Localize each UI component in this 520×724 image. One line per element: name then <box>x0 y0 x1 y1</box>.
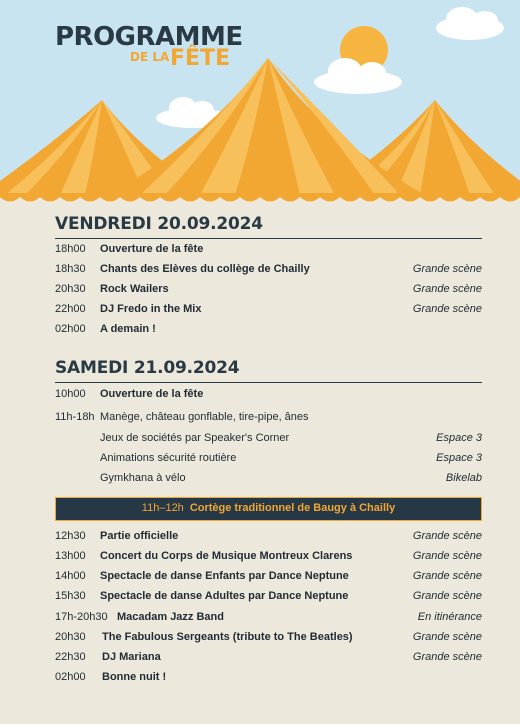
banner-label: Cortège traditionnel de Baugy à Chailly <box>189 502 396 514</box>
event-label: Macadam Jazz Band <box>117 611 224 623</box>
venue: Espace 3 <box>436 432 482 444</box>
venue: Bikelab <box>445 472 482 484</box>
venue: Grande scène <box>412 283 482 295</box>
schedule-row <box>55 260 482 278</box>
schedule-row <box>55 648 482 666</box>
time: 12h30 <box>55 530 86 542</box>
time: 18h30 <box>55 263 86 275</box>
time: 02h00 <box>55 671 86 683</box>
time: 15h30 <box>55 590 86 602</box>
event-label: DJ Mariana <box>102 651 161 663</box>
day-title-samedi: SAMEDI 21.09.2024 <box>55 358 240 378</box>
banner-time: 11h–12h <box>141 502 184 514</box>
schedule-row <box>55 240 482 258</box>
time: 11h-18h <box>55 411 95 423</box>
time: 20h30 <box>55 631 86 643</box>
event-label: DJ Fredo in the Mix <box>100 303 202 315</box>
schedule-row <box>55 567 482 585</box>
event-label: Spectacle de danse Enfants par Dance Neptune <box>100 570 349 582</box>
event-label: Gymkhana à vélo <box>100 472 186 484</box>
venue: Grande scène <box>412 263 482 275</box>
event-label: A demain ! <box>100 323 156 335</box>
schedule-row <box>55 608 482 626</box>
schedule-row <box>55 449 482 467</box>
time: 22h30 <box>55 651 86 663</box>
time: 18h00 <box>55 243 86 255</box>
cortege-banner <box>55 497 482 521</box>
time: 02h00 <box>55 323 86 335</box>
schedule-row <box>55 408 482 426</box>
time: 13h00 <box>55 550 86 562</box>
schedule-row <box>55 547 482 565</box>
schedule-row <box>55 527 482 545</box>
event-label: Ouverture de la fête <box>100 388 204 400</box>
schedule-row <box>55 628 482 646</box>
schedule-row <box>55 300 482 318</box>
schedule-row <box>55 385 482 403</box>
schedule-row <box>55 320 482 338</box>
schedule-row <box>55 280 482 298</box>
divider <box>55 238 482 239</box>
schedule-row <box>55 469 482 487</box>
event-label: Concert du Corps de Musique Montreux Clarens <box>100 550 353 562</box>
time: 20h30 <box>55 283 86 295</box>
venue: Grande scène <box>412 590 482 602</box>
venue: Grande scène <box>412 631 482 643</box>
schedule-row <box>55 429 482 447</box>
title-programme: PROGRAMME <box>55 22 243 52</box>
schedule-row <box>55 668 482 686</box>
event-label: Spectacle de danse Adultes par Dance Neptune <box>100 590 349 602</box>
title-fete: FÊTE <box>170 46 231 71</box>
time: 10h00 <box>55 388 86 400</box>
venue: Grande scène <box>412 550 482 562</box>
event-label: Partie officielle <box>100 530 179 542</box>
schedule-row <box>55 587 482 605</box>
day-title-vendredi: VENDREDI 20.09.2024 <box>55 214 263 234</box>
venue: Grande scène <box>412 530 482 542</box>
event-label: Chants des Elèves du collège de Chailly <box>100 263 310 275</box>
title-de-la: DE LA <box>130 50 170 64</box>
event-label: Ouverture de la fête <box>100 243 204 255</box>
event-label: Animations sécurité routière <box>100 452 237 464</box>
venue: Grande scène <box>412 651 482 663</box>
time: 17h-20h30 <box>55 611 108 623</box>
divider <box>55 382 482 383</box>
venue: Espace 3 <box>436 452 482 464</box>
event-label: The Fabulous Sergeants (tribute to The Beatles) <box>102 631 353 643</box>
venue: Grande scène <box>412 303 482 315</box>
event-label: Rock Wailers <box>100 283 169 295</box>
time: 22h00 <box>55 303 86 315</box>
event-label: Jeux de sociétés par Speaker's Corner <box>100 432 290 444</box>
event-label: Manège, château gonflable, tire-pipe, ânes <box>100 411 309 423</box>
venue: En itinérance <box>417 611 482 623</box>
venue: Grande scène <box>412 570 482 582</box>
time: 14h00 <box>55 570 86 582</box>
event-label: Bonne nuit ! <box>102 671 167 683</box>
